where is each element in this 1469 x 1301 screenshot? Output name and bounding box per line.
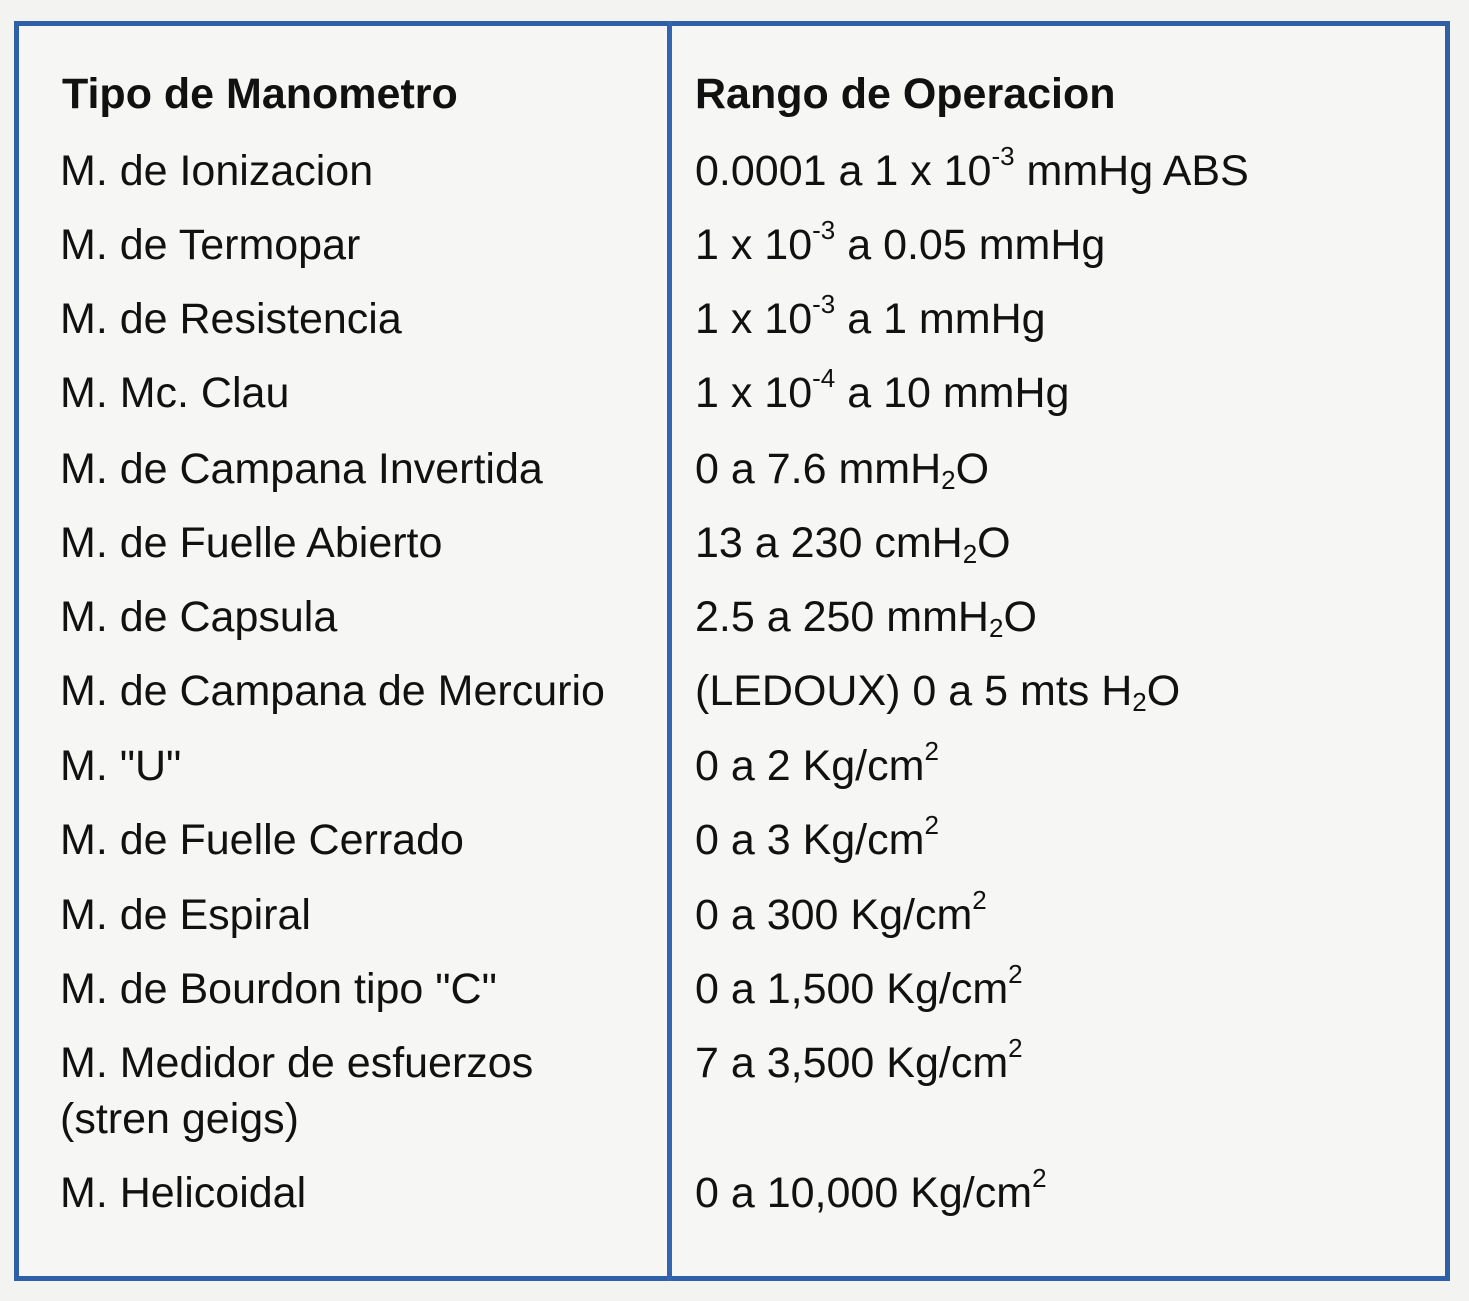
tipo-cell: M. de Campana Invertida (60, 445, 543, 493)
table-header-row (0, 68, 1469, 142)
tipo-cell: M. de Fuelle Cerrado (60, 816, 464, 864)
tipo-cell: M. de Campana de Mercurio (60, 667, 605, 715)
table-row (0, 736, 1469, 814)
rango-cell: 2.5 a 250 mmH$_2$O (695, 593, 1037, 643)
rango-cell: 0 a 1,500 $Kg/cm^2$ (695, 959, 1023, 1013)
table-row (0, 215, 1469, 293)
rango-cell: 1 x $10^{-3}$ a 1 mmHg (695, 289, 1046, 343)
table-row (0, 665, 1469, 739)
tipo-cell: M. Medidor de esfuerzos (60, 1039, 534, 1087)
table-row (0, 1163, 1469, 1241)
table-row (0, 141, 1469, 219)
tipo-cell: M. de Fuelle Abierto (60, 519, 443, 567)
rango-cell: 1 x $10^{-4}$ a 10 mmHg (695, 363, 1070, 417)
tipo-cell: M. Helicoidal (60, 1169, 307, 1217)
rango-cell: 0 a 2 $Kg/cm^2$ (695, 736, 939, 790)
tipo-cell: M. de Termopar (60, 221, 361, 269)
header-tipo: Tipo de Manometro (62, 70, 458, 118)
rango-cell: 0 a 10,000 $Kg/cm^2$ (695, 1163, 1047, 1217)
table-row (0, 885, 1469, 963)
rango-cell: (LEDOUX) 0 a 5 mts $H_2O$ (695, 667, 1181, 717)
rango-cell: 0.0001 a 1 x $10^{-3}$ mmHg ABS (695, 141, 1249, 195)
rango-cell: 1 x $10^{-3}$ a 0.05 mmHg (695, 215, 1106, 269)
table-row (0, 810, 1469, 888)
table-row (0, 289, 1469, 367)
tipo-cell: M. de Ionizacion (60, 147, 374, 195)
table-row (0, 443, 1469, 517)
header-rango: Rango de Operacion (695, 70, 1116, 118)
rango-cell: 13 a 230 cmH$_2$O (695, 519, 1011, 569)
tipo-cell: M. de Espiral (60, 891, 311, 939)
tipo-cell: M. "U" (60, 742, 182, 790)
table-row (0, 363, 1469, 441)
tipo-cell: M. Mc. Clau (60, 369, 290, 417)
tipo-cell: M. de Capsula (60, 593, 338, 641)
tipo-cell: M. de Resistencia (60, 295, 402, 343)
rango-cell: 0 a 7.6 mmH$_2$O (695, 445, 990, 495)
table-row (0, 1033, 1469, 1157)
tipo-cell: M. de Bourdon tipo "C" (60, 965, 497, 1013)
rango-cell: 7 a 3,500 $Kg/cm^2$ (695, 1033, 1023, 1087)
rango-cell: 0 a 3 $Kg/cm^2$ (695, 810, 939, 864)
tipo-cell-line2: (stren geigs) (60, 1095, 299, 1143)
rango-cell: 0 a 300 $Kg/cm^2$ (695, 885, 987, 939)
table-row (0, 517, 1469, 591)
table-row (0, 959, 1469, 1037)
table-row (0, 591, 1469, 665)
